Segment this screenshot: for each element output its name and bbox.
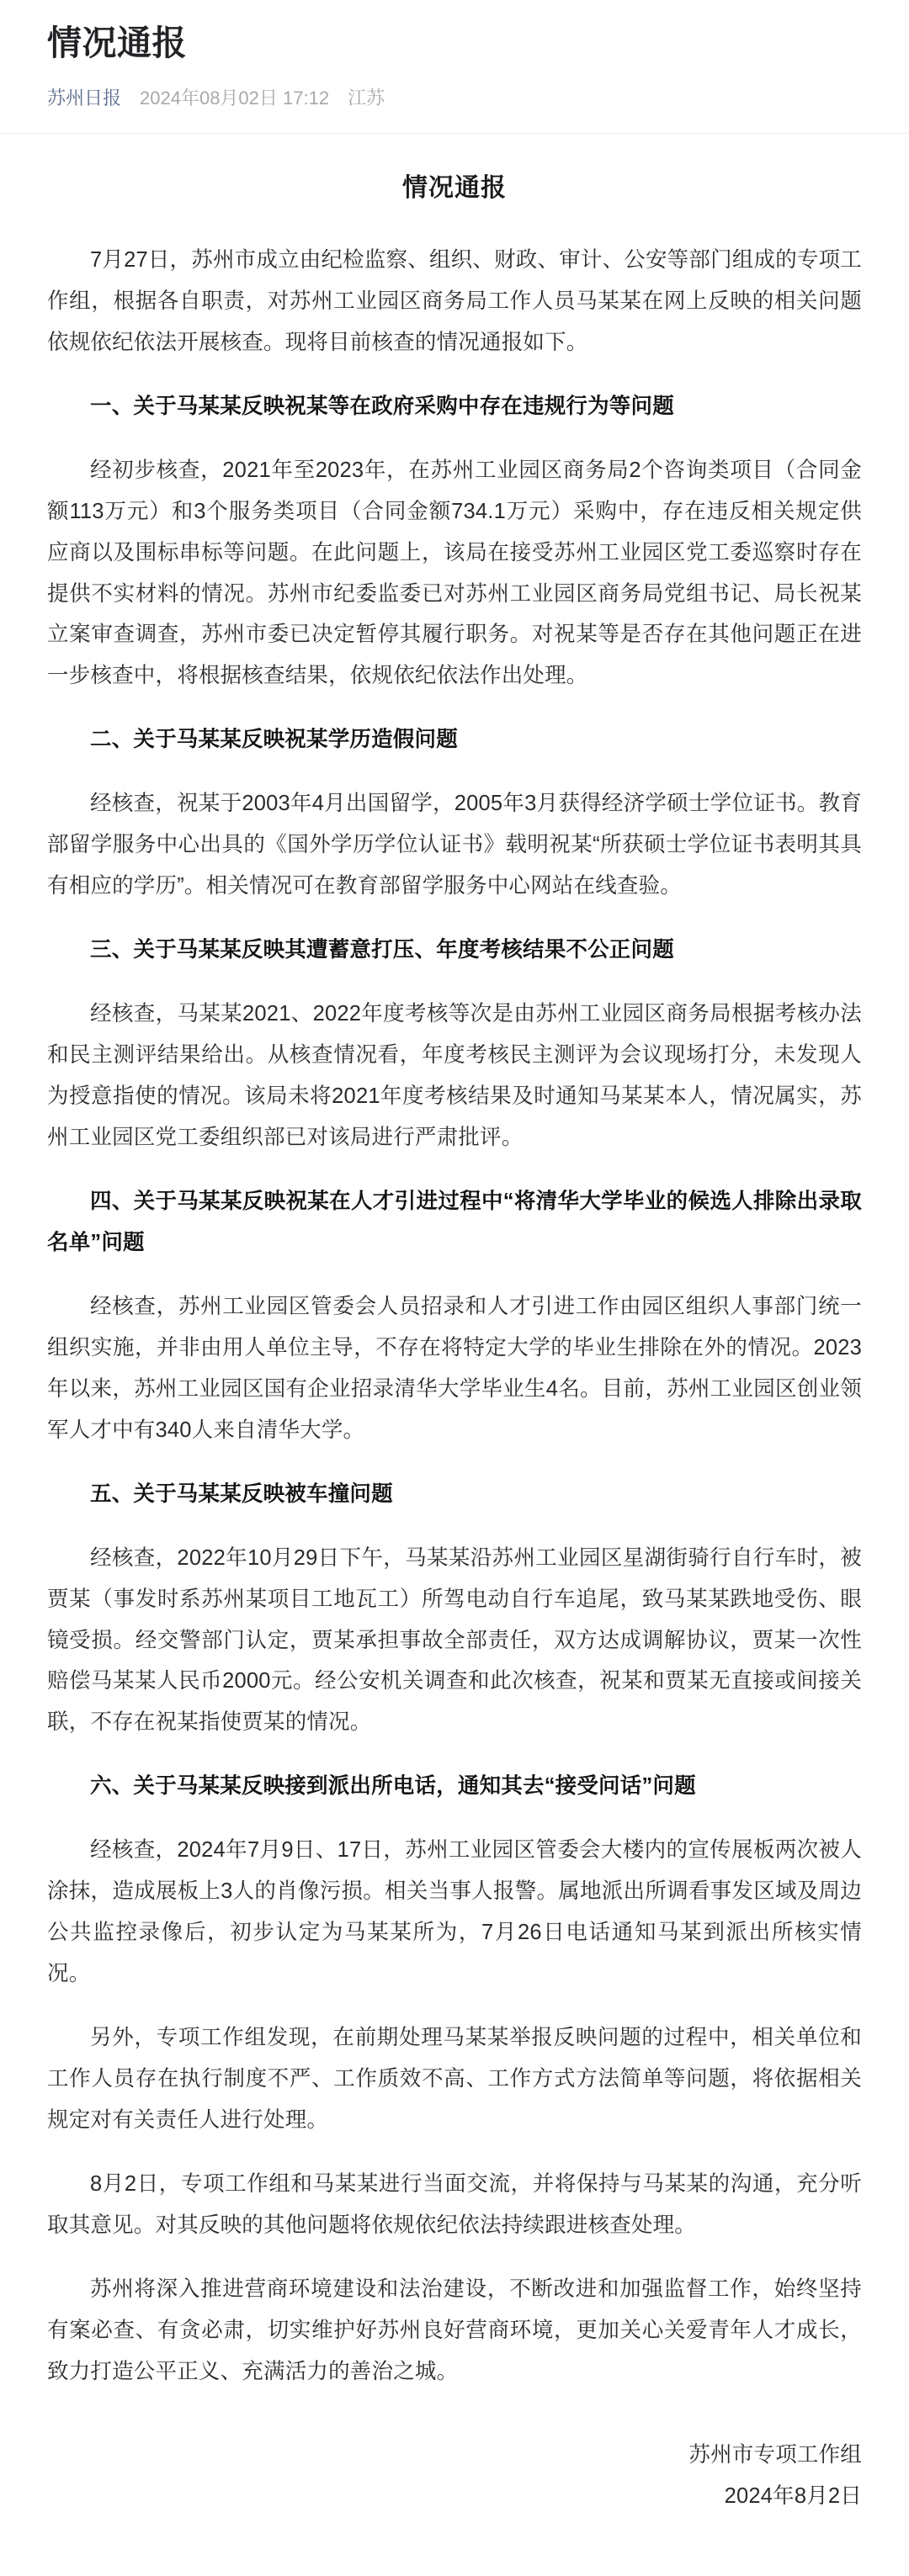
body-paragraph: 经核查，祝某于2003年4月出国留学，2005年3月获得经济学硕士学位证书。教育部留学服务中心出具的《国外学历学位认证书》载明祝某“所获硕士学位证书表明其具有相应的学历”。相关情况可在教育部留学服务中心网站在线查验。 bbox=[47, 792, 862, 898]
section-heading: 四、关于马某某反映祝某在人才引进过程中“将清华大学毕业的候选人排除出录取名单”问题 bbox=[47, 1189, 862, 1254]
body-paragraph: 7月27日，苏州市成立由纪检监察、组织、财政、审计、公安等部门组成的专项工作组，根据各自职责，对苏州工业园区商务局工作人员马某某在网上反映的相关问题依规依纪依法开展核查。现将目前核查的情况通报如下。 bbox=[47, 247, 862, 354]
section-heading: 五、关于马某某反映被车撞问题 bbox=[90, 1481, 393, 1506]
meta-region: 江苏 bbox=[348, 87, 385, 109]
article-blocks bbox=[47, 240, 862, 2393]
body-paragraph: 经核查，2022年10月29日下午，马某某沿苏州工业园区星湖街骑行自行车时，被贾某（事发时系苏州某项目工地瓦工）所驾电动自行车追尾，致马某某跌地受伤、眼镜受损。经交警部门认定，贾某承担事故全部责任，双方达成调解协议，贾某一次性赔偿马某某人民币2000元。经公安机关调查和此次核查，祝某和贾某无直接或间接关联，不存在祝某指使贾某的情况。 bbox=[47, 1545, 862, 1735]
section-heading: 一、关于马某某反映祝某等在政府采购中存在违规行为等问题 bbox=[90, 394, 674, 418]
page-title: 情况通报 bbox=[47, 24, 187, 62]
body-paragraph: 经初步核查，2021年至2023年，在苏州工业园区商务局2个咨询类项目（合同金额113万元）和3个服务类项目（合同金额734.1万元）采购中，存在违反相关规定供应商以及围标串标等问题。在此问题上，该局在接受苏州工业园区党工委巡察时存在提供不实材料的情况。苏州市纪委监委已对苏州工业园区商务局党组书记、局长祝某立案审查调查，苏州市委已决定暂停其履行职务。对祝某等是否存在其他问题正在进一步核查中，将根据核查结果，依规依纪依法作出处理。 bbox=[47, 458, 862, 688]
section-heading: 二、关于马某某反映祝某学历造假问题 bbox=[90, 728, 458, 752]
meta-source[interactable]: 苏州日报 bbox=[47, 87, 122, 109]
body-paragraph: 另外，专项工作组发现，在前期处理马某某举报反映问题的过程中，相关单位和工作人员存在执行制度不严、工作质效不高、工作方式方法简单等问题，将依据相关规定对有关责任人进行处理。 bbox=[47, 2026, 862, 2133]
body-paragraph: 经核查，苏州工业园区管委会人员招录和人才引进工作由园区组织人事部门统一组织实施，并非由用人单位主导，不存在将特定大学的毕业生排除在外的情况。2023年以来，苏州工业园区国有企业招录清华大学毕业生4名。目前，苏州工业园区创业领军人才中有340人来自清华大学。 bbox=[47, 1294, 862, 1442]
article-meta bbox=[47, 87, 862, 111]
body-paragraph: 经核查，2024年7月9日、17日，苏州工业园区管委会大楼内的宣传展板两次被人涂抹，造成展板上3人的肖像污损。相关当事人报警。属地派出所调看事发区域及周边公共监控录像后，初步认定为马某某所为，7月26日电话通知马某到派出所核实情况。 bbox=[47, 1838, 862, 1986]
signature-org: 苏州市专项工作组 bbox=[688, 2442, 862, 2467]
body-paragraph: 苏州将深入推进营商环境建设和法治建设，不断改进和加强监督工作，始终坚持有案必查、有贪必肃，切实维护好苏州良好营商环境，更加关心关爱青年人才成长，致力打造公平正义、充满活力的善治之城。 bbox=[47, 2277, 862, 2383]
article-body bbox=[0, 171, 909, 2576]
body-paragraph: 8月2日，专项工作组和马某某进行当面交流，并将保持与马某某的沟通，充分听取其意见。对其反映的其他问题将依规依纪依法持续跟进核查处理。 bbox=[47, 2172, 862, 2237]
header-divider bbox=[0, 133, 909, 134]
page-header bbox=[0, 0, 909, 111]
signature-block bbox=[47, 2435, 862, 2517]
article-title: 情况通报 bbox=[402, 173, 507, 202]
section-heading: 三、关于马某某反映其遭蓄意打压、年度考核结果不公正问题 bbox=[90, 938, 674, 962]
meta-datetime: 2024年08月02日 17:12 bbox=[140, 87, 330, 109]
signature-date: 2024年8月2日 bbox=[724, 2483, 862, 2508]
body-paragraph: 经核查，马某某2021、2022年度考核等次是由苏州工业园区商务局根据考核办法和民主测评结果给出。从核查情况看，年度考核民主测评为会议现场打分，未发现人为授意指使的情况。该局未将2021年度考核结果及时通知马某某本人，情况属实，苏州工业园区党工委组织部已对该局进行严肃批评。 bbox=[47, 1002, 862, 1149]
section-heading: 六、关于马某某反映接到派出所电话，通知其去“接受问话”问题 bbox=[90, 1774, 696, 1799]
